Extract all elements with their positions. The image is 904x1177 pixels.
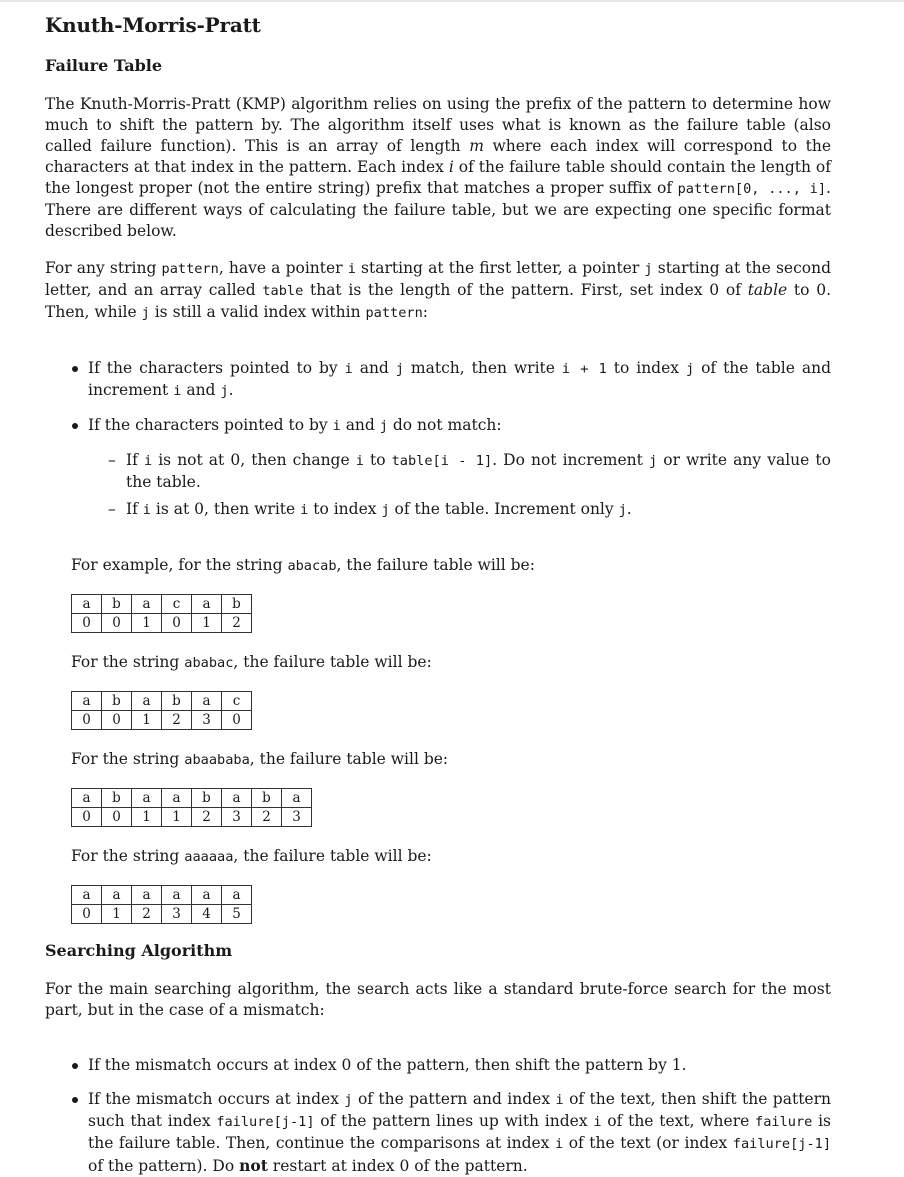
- section-heading-searching-algorithm: Searching Algorithm: [45, 941, 233, 960]
- example-label: For the string aaaaaa, the failure table will be:: [71, 847, 432, 865]
- pattern-char-cell: a: [72, 692, 102, 711]
- pattern-char-cell: a: [192, 595, 222, 614]
- failure-value-cell: 0: [72, 808, 102, 827]
- pattern-char-cell: b: [102, 692, 132, 711]
- failure-value-cell: 1: [192, 614, 222, 633]
- pattern-char-cell: c: [162, 595, 192, 614]
- search-intro-paragraph: For the main searching algorithm, the search acts like a standard brute-force search for the most part, but in the case of a mismatch:: [45, 980, 831, 1019]
- pattern-char-cell: a: [132, 595, 162, 614]
- failure-value-cell: 2: [162, 711, 192, 730]
- section-heading-failure-table: Failure Table: [45, 56, 163, 75]
- pattern-char-cell: a: [222, 886, 252, 905]
- pattern-char-cell: a: [162, 789, 192, 808]
- document-page: [45, 12, 831, 1177]
- failure-rules-list: [45, 358, 831, 521]
- failure-row: [72, 614, 252, 633]
- pattern-char-cell: a: [72, 789, 102, 808]
- failure-value-cell: 3: [222, 808, 252, 827]
- failure-value-cell: 1: [102, 905, 132, 924]
- failure-value-cell: 1: [132, 711, 162, 730]
- pattern-char-cell: a: [72, 595, 102, 614]
- pattern-char-cell: a: [192, 886, 222, 905]
- failure-value-cell: 0: [102, 711, 132, 730]
- pattern-char-cell: a: [102, 886, 132, 905]
- page-title: Knuth-Morris-Pratt: [45, 13, 261, 37]
- search-rule-index-zero: If the mismatch occurs at index 0 of the pattern, then shift the pattern by 1.: [45, 1055, 831, 1076]
- pattern-char-cell: a: [162, 886, 192, 905]
- failure-table: [71, 594, 252, 633]
- rule-match: If the characters pointed to by i and j match, then write i + 1 to index j of the table and increment i and j.: [45, 358, 831, 402]
- pattern-char-cell: b: [162, 692, 192, 711]
- failure-value-cell: 5: [222, 905, 252, 924]
- failure-value-cell: 4: [192, 905, 222, 924]
- sub-rule-i-zero: – If i is at 0, then write i to index j of the table. Increment only j.: [88, 499, 831, 521]
- pattern-char-cell: a: [132, 692, 162, 711]
- sub-rule-i-not-zero: – If i is not at 0, then change i to table[i - 1]. Do not increment j or write any value to the table.: [88, 450, 831, 493]
- pattern-char-cell: b: [102, 789, 132, 808]
- failure-table: [71, 788, 312, 827]
- failure-row: [72, 905, 252, 924]
- pattern-char-cell: a: [132, 886, 162, 905]
- pattern-row: [72, 789, 312, 808]
- pattern-char-cell: a: [192, 692, 222, 711]
- failure-value-cell: 2: [192, 808, 222, 827]
- failure-intro-paragraph: The Knuth-Morris-Pratt (KMP) algorithm relies on using the prefix of the pattern to determine how much to shift the pattern by. The algorithm itself uses what is known as the failure table (also called failure function). This is an array of length m where each index will correspond to the characters at that index in the pattern. Each index i of the failure table should contain the length of the longest proper (not the entire string) prefix that matches a proper suffix of pattern[0, ..., i]. There are different ways of calculating the failure table, but we are expecting one specific format described below.: [45, 95, 831, 240]
- failure-row: [72, 808, 312, 827]
- failure-value-cell: 3: [162, 905, 192, 924]
- failure-row: [72, 711, 252, 730]
- pattern-char-cell: b: [222, 595, 252, 614]
- failure-value-cell: 0: [72, 905, 102, 924]
- failure-value-cell: 2: [252, 808, 282, 827]
- pattern-char-cell: a: [132, 789, 162, 808]
- search-rule-index-j: If the mismatch occurs at index j of the pattern and index i of the text, then shift the pattern such that index failure[j-1] of the pattern lines up with index i of the text, where failure is the failure table. Then, continue the comparisons at index i of the text (or index failure[j-1] of the pattern). Do not restart at index 0 of the pattern.: [45, 1089, 831, 1177]
- failure-value-cell: 0: [102, 614, 132, 633]
- pattern-char-cell: a: [72, 886, 102, 905]
- pattern-row: [72, 886, 252, 905]
- pattern-row: [72, 692, 252, 711]
- failure-value-cell: 1: [162, 808, 192, 827]
- pattern-char-cell: b: [192, 789, 222, 808]
- rule-mismatch: If the characters pointed to by i and j do not match: – If i is not at 0, then change i to table[i - 1]. Do not increment j or write any value to the table. – If i is at 0, then write i to index j of the table. Increment only j.: [45, 415, 831, 521]
- failure-value-cell: 1: [132, 808, 162, 827]
- pattern-char-cell: b: [102, 595, 132, 614]
- pattern-row: [72, 595, 252, 614]
- failure-setup-paragraph: For any string pattern, have a pointer i starting at the first letter, a pointer j starting at the second letter, and an array called table that is the length of the pattern. First, set index 0 of table to 0. Then, while j is still a valid index within pattern:: [45, 259, 832, 321]
- pattern-char-cell: b: [252, 789, 282, 808]
- pattern-char-cell: a: [222, 789, 252, 808]
- example-label: For the string ababac, the failure table will be:: [71, 653, 432, 671]
- failure-value-cell: 2: [132, 905, 162, 924]
- failure-value-cell: 0: [102, 808, 132, 827]
- failure-value-cell: 0: [162, 614, 192, 633]
- failure-value-cell: 3: [192, 711, 222, 730]
- pattern-char-cell: c: [222, 692, 252, 711]
- search-rules-list: [45, 1055, 831, 1177]
- failure-table: [71, 885, 252, 924]
- mismatch-sub-list: [88, 450, 831, 521]
- failure-value-cell: 3: [282, 808, 312, 827]
- failure-value-cell: 0: [72, 614, 102, 633]
- failure-value-cell: 1: [132, 614, 162, 633]
- failure-value-cell: 0: [222, 711, 252, 730]
- failure-value-cell: 0: [72, 711, 102, 730]
- pattern-char-cell: a: [282, 789, 312, 808]
- top-border: [0, 0, 904, 2]
- failure-table: [71, 691, 252, 730]
- failure-value-cell: 2: [222, 614, 252, 633]
- example-label: For the string abaababa, the failure table will be:: [71, 750, 449, 768]
- example-label: For example, for the string abacab, the failure table will be:: [71, 556, 535, 574]
